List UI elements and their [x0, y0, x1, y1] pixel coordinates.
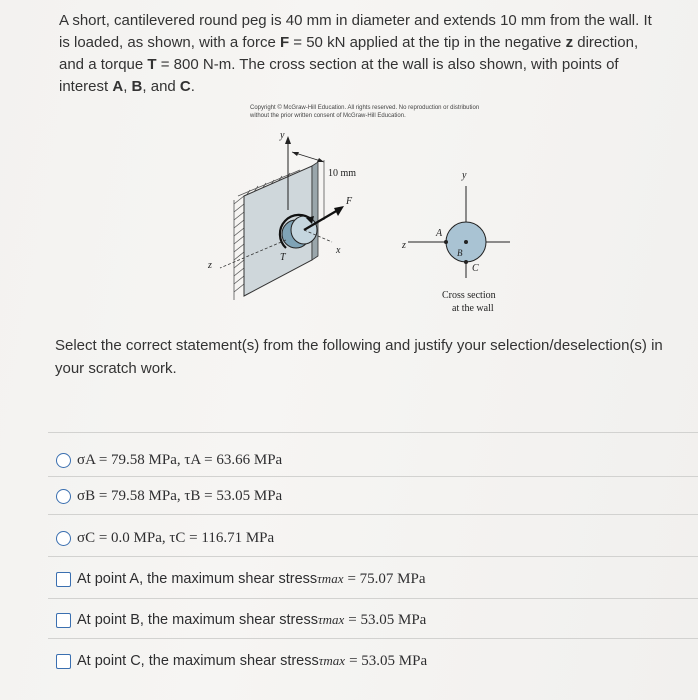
- problem-text-4: = 800 N-m. The cross section at the wall is also shown, with points of interest: [59, 56, 619, 95]
- x-label-left: x: [336, 245, 341, 256]
- option-1-radio[interactable]: [56, 453, 71, 468]
- option-5-checkbox[interactable]: [56, 613, 71, 628]
- force-symbol: F: [279, 34, 290, 51]
- caption-line-2: at the wall: [452, 303, 494, 314]
- divider: [48, 638, 698, 639]
- sep: ,: [123, 78, 132, 95]
- force-arrowhead: [334, 206, 344, 216]
- divider: [48, 432, 698, 433]
- problem-text-1: A short, cantilevered round peg is 40 mm in diameter and extends 10 mm from the wall. It is loaded, as shown, with a force: [59, 12, 652, 51]
- option-3-text: σC = 0.0 MPa, τC = 116.71 MPa: [77, 529, 275, 546]
- option-5-value: = 53.05 MPa: [348, 611, 427, 628]
- z-label-left: z: [208, 260, 212, 271]
- option-2-radio[interactable]: [56, 489, 71, 504]
- divider: [48, 514, 698, 515]
- point-a-marker: [444, 240, 448, 244]
- option-3[interactable]: [56, 524, 274, 552]
- option-6-prefix: At point C, the maximum shear stress: [77, 653, 319, 669]
- point-c-label: C: [472, 263, 479, 274]
- option-6-value: = 53.05 MPa: [349, 652, 428, 669]
- option-5[interactable]: [56, 606, 426, 634]
- dimension-label: 10 mm: [328, 168, 357, 179]
- force-label: F: [346, 196, 353, 207]
- dim-arrow-1: [292, 152, 299, 156]
- z-label-right: z: [402, 240, 406, 251]
- sep: , and: [142, 78, 180, 95]
- point-b-symbol: B: [131, 78, 143, 95]
- torque-symbol: T: [147, 56, 157, 73]
- divider: [48, 476, 698, 477]
- option-4[interactable]: [56, 565, 426, 593]
- option-1-text: σA = 79.58 MPa, τA = 63.66 MPa: [77, 451, 283, 468]
- point-b-marker: [464, 240, 468, 244]
- option-6-symbol: τmax: [318, 653, 346, 668]
- z-symbol: z: [565, 34, 574, 51]
- divider: [48, 598, 698, 599]
- point-b-label: B: [457, 248, 463, 258]
- option-3-radio[interactable]: [56, 531, 71, 546]
- wall-hatching: [234, 196, 244, 300]
- point-c-marker: [464, 260, 468, 264]
- dim-arrow-2: [317, 158, 324, 162]
- option-4-prefix: At point A, the maximum shear stress: [77, 571, 318, 587]
- copyright-notice: Copyright © McGraw-Hill Education. All rights reserved. No reproduction or distribution without the prior written consent of McGraw-Hill Education.: [250, 105, 480, 119]
- problem-statement: [59, 10, 659, 98]
- problem-text-3: direction, and a torque: [59, 34, 639, 73]
- option-2-text: σB = 79.58 MPa, τB = 53.05 MPa: [77, 487, 283, 504]
- option-1[interactable]: [56, 446, 282, 474]
- option-5-symbol: τmax: [317, 612, 345, 627]
- option-4-checkbox[interactable]: [56, 572, 71, 587]
- option-5-prefix: At point B, the maximum shear stress: [77, 612, 318, 628]
- wall-edge: [312, 162, 318, 260]
- point-a-label: A: [436, 228, 443, 239]
- y-label-right: y: [462, 170, 467, 181]
- torque-label: T: [280, 252, 286, 263]
- option-6[interactable]: [56, 647, 427, 675]
- instruction-text: Select the correct statement(s) from the following and justify your selection/deselection(s) in your scratch work.: [55, 337, 663, 377]
- problem-figure: [200, 100, 520, 325]
- period: .: [190, 78, 195, 95]
- y-label-left: y: [280, 130, 285, 141]
- option-6-checkbox[interactable]: [56, 654, 71, 669]
- option-4-value: = 75.07 MPa: [347, 570, 426, 587]
- option-4-symbol: τmax: [317, 571, 344, 586]
- point-c-symbol: C: [179, 78, 191, 95]
- option-2[interactable]: [56, 482, 282, 510]
- y-axis-arrowhead: [285, 136, 291, 144]
- problem-text-2: = 50 kN applied at the tip in the negative: [289, 34, 566, 51]
- point-a-symbol: A: [112, 78, 124, 95]
- caption-line-1: Cross section: [442, 290, 496, 301]
- divider: [48, 556, 698, 557]
